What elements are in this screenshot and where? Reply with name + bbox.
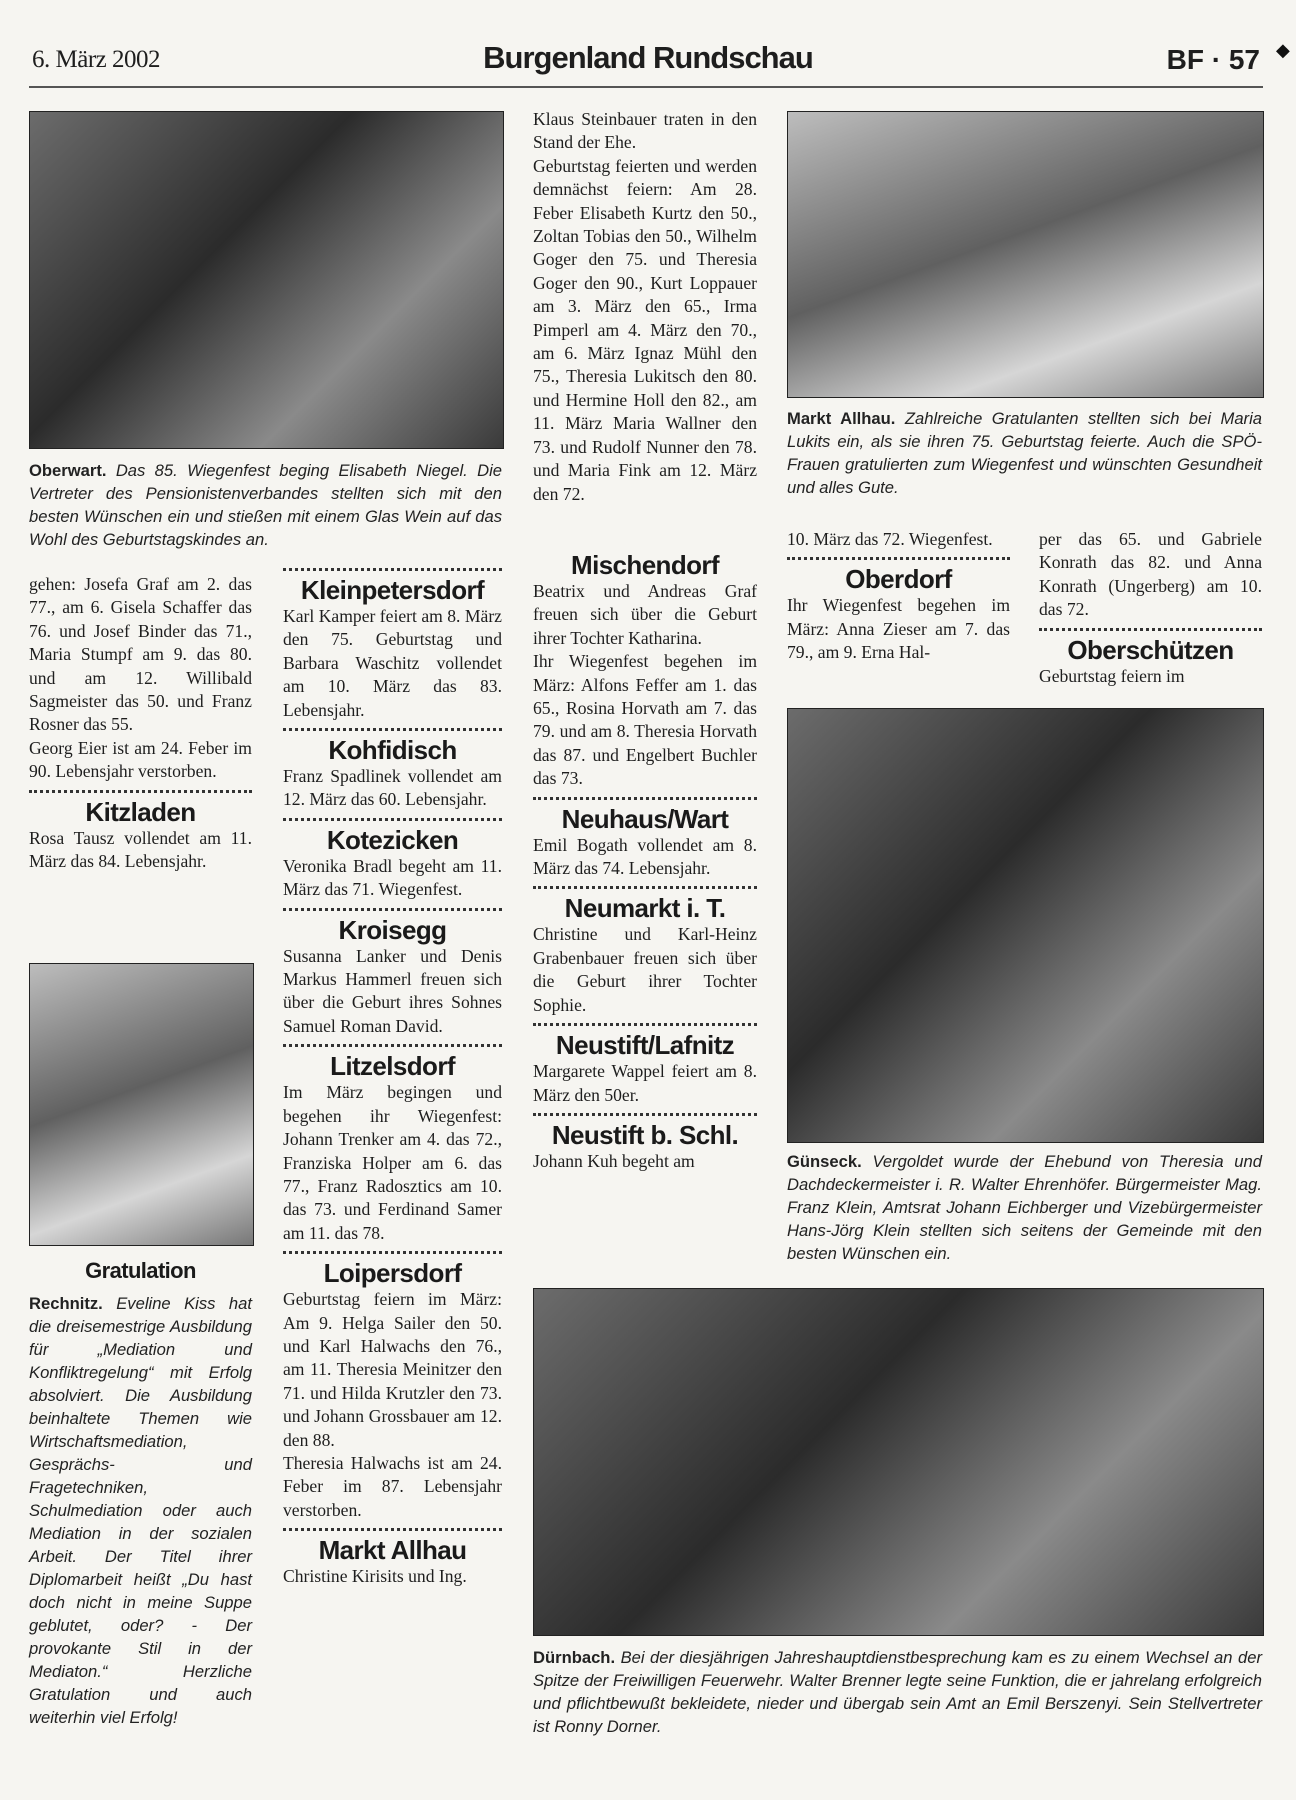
- newspaper-title: Burgenland Rundschau: [483, 40, 813, 75]
- article-neustift-lafnitz: [533, 1023, 757, 1107]
- article-paragraph: Susanna Lanker und Denis Markus Hammerl freuen sich über die Geburt ihres Sohnes Samuel Roman David.: [283, 945, 502, 1036]
- article-continuation: [533, 108, 757, 506]
- dotted-separator: [283, 568, 502, 571]
- caption-place: Rechnitz.: [29, 1294, 103, 1313]
- photo-gratulation: [29, 963, 254, 1246]
- dotted-separator: [283, 1044, 502, 1047]
- header-rule: [29, 86, 1263, 88]
- dotted-separator: [533, 1113, 757, 1116]
- article-paragraph: Veronika Bradl begeht am 11. März das 71. Wiegenfest.: [283, 855, 502, 900]
- article-litzelsdorf: [283, 1044, 502, 1245]
- caption-place: Oberwart.: [29, 461, 107, 480]
- gratulation-box: [29, 1256, 252, 1729]
- dotted-separator: [533, 886, 757, 889]
- article-heading: Loipersdorf: [323, 1258, 462, 1289]
- article-paragraph: Geburtstag feierten und werden demnächst feiern: Am 28. Feber Elisabeth Kurtz den 50., Zoltan Tobias den 50., Wilhelm Goger den 75. und Theresia Goger den 90., Kurt Loppauer am 3. März den 65., Irma Pimperl am 4. März den 70., am 6. März Ignaz Mühl den 75., Theresia Lukitsch den 80. und Hermine Holl den 82., am 11. März Maria Wallner den 73. und Rudolf Nunner den 78. und Maria Fink am 12. März den 72.: [533, 155, 757, 504]
- caption-guenseck: [787, 1150, 1262, 1265]
- article-kroisegg: [283, 908, 502, 1039]
- article-heading: Oberschützen: [1067, 634, 1234, 665]
- caption-markt-allhau: [787, 407, 1262, 499]
- article-heading: Kotezicken: [326, 824, 459, 855]
- issue-date: 6. März 2002: [32, 46, 160, 73]
- scan-mark: ◆: [1276, 40, 1290, 60]
- article-paragraph: Georg Eier ist am 24. Feber im 90. Lebensjahr verstorben.: [29, 737, 252, 782]
- caption-text: Zahlreiche Gratulanten stellten sich bei Maria Lukits ein, als sie ihren 75. Geburtstag feierte. Auch die SPÖ-Frauen gratulierten zum Wiegenfest und wünschten Gesundheit und alles Gute.: [787, 409, 1263, 497]
- article-paragraph: Geburtstag feiern im: [1039, 665, 1185, 686]
- dotted-separator: [283, 908, 502, 911]
- column-2: [283, 562, 502, 1589]
- dotted-separator: [283, 818, 502, 821]
- caption-duernbach: [533, 1646, 1262, 1738]
- dotted-separator: [283, 1251, 502, 1254]
- column-1: [29, 573, 252, 873]
- article-heading: Kleinpetersdorf: [300, 575, 485, 605]
- article-heading: Neuhaus/Wart: [561, 803, 729, 834]
- article-mischendorf: [533, 550, 757, 791]
- article-heading: Kroisegg: [338, 914, 447, 945]
- article-paragraph: Ihr Wiegenfest begehen im März: Alfons Feffer am 1. das 65., Rosina Horvath am 7. das 79. und am 8. Theresia Horvath das 87. und Engelbert Buchler das 73.: [533, 651, 757, 789]
- article-obersch-tzen: [1039, 628, 1262, 688]
- article-continuation: [787, 528, 1010, 551]
- article-paragraph: Theresia Halwachs ist am 24. Feber im 87. Lebensjahr verstorben.: [283, 1452, 502, 1520]
- article-paragraph: Geburtstag feiern im März: Am 9. Helga Sailer den 50. und Karl Halwachs den 76., am 11. Theresia Meinitzer den 71. und Hilda Krutzler den 73. und Johann Grossbauer am 12. den 88.: [283, 1289, 502, 1450]
- article-heading: Mischendorf: [571, 550, 719, 580]
- article-heading: Neumarkt i. T.: [564, 893, 726, 924]
- photo-markt-allhau: [787, 111, 1264, 398]
- article-heading: Kitzladen: [85, 796, 196, 827]
- dotted-separator: [283, 728, 502, 731]
- dotted-separator: [1039, 628, 1262, 631]
- article-kotezicken: [283, 818, 502, 902]
- article-heading: Kohfidisch: [328, 735, 457, 766]
- article-heading: Neustift/Lafnitz: [555, 1030, 735, 1061]
- article-neumarkt-i-t: [533, 886, 757, 1017]
- article-paragraph: Beatrix und Andreas Graf freuen sich über die Geburt ihrer Tochter Katharina.: [533, 581, 757, 648]
- photo-oberwart: [29, 111, 504, 449]
- caption-text: Das 85. Wiegenfest beging Elisabeth Niegel. Die Vertreter des Pensionistenverbandes stellten sich mit den besten Wünschen ein und stießen mit einem Glas Wein auf das Wohl des Geburtstagskindes an.: [29, 461, 502, 549]
- caption-text: Bei der diesjährigen Jahreshauptdienstbesprechung kam es zu einem Wechsel an der Spitze der Freiwilligen Feuerwehr. Walter Brenner legte seine Funktion, die er jahrelang erfolgreich und pflichtbewußt bekleidete, nieder und übergab sein Amt an Emil Berszenyi. Sein Stellvertreter ist Ronny Dorner.: [533, 1648, 1262, 1736]
- article-continuation: [1039, 528, 1262, 622]
- column-3-top: [533, 108, 757, 506]
- caption-text: Vergoldet wurde der Ehebund von Theresia und Dachdeckermeister i. R. Walter Ehrenhöfer. Bürgermeister Mag. Franz Klein, Amtsrat Johann Eichberger und Vizebürgermeister Hans-Jörg Klein stellten sich seitens der Gemeinde mit den besten Wünschen ein.: [787, 1152, 1262, 1263]
- dotted-separator: [29, 790, 252, 793]
- article-paragraph: 10. März das 72. Wiegenfest.: [787, 529, 993, 549]
- article-paragraph: Franz Spadlinek vollendet am 12. März das 60. Lebensjahr.: [283, 766, 502, 810]
- article-neuhaus-wart: [533, 797, 757, 881]
- article-neustift-b-schl: [533, 1113, 757, 1173]
- article-kitzladen: [29, 790, 252, 874]
- article-paragraph: Christine und Karl-Heinz Grabenbauer freuen sich über die Geburt ihrer Tochter Sophie.: [533, 924, 757, 1015]
- dotted-separator: [283, 1528, 502, 1531]
- caption-place: Günseck.: [787, 1152, 862, 1171]
- article-kleinpetersdorf: [283, 568, 502, 722]
- column-5: [1039, 528, 1262, 688]
- caption-text: Eveline Kiss hat die dreisemestrige Ausbildung für „Mediation und Konfliktregelung“ mit Erfolg absolviert. Die Ausbildung beinhaltete Themen wie Wirtschaftsmediation, Gesprächs- und Fragetechniken, Schulmediation oder auch Mediation in der sozialen Arbeit. Der Titel ihrer Diplomarbeit heißt „Du hast doch nicht in meine Suppe geblutet, oder? - Der provokante Stil in der Mediaton.“ Herzliche Gratulation und auch weiterhin viel Erfolg!: [29, 1294, 252, 1727]
- article-paragraph: Johann Kuh begeht am: [533, 1150, 695, 1171]
- caption-place: Markt Allhau.: [787, 409, 896, 428]
- article-paragraph: Emil Bogath vollendet am 8. März das 74. Lebensjahr.: [533, 834, 757, 879]
- page-number: BF · 57: [1166, 44, 1260, 75]
- photo-duernbach: [533, 1288, 1264, 1636]
- photo-guenseck: [787, 708, 1264, 1143]
- article-heading: Oberdorf: [845, 564, 952, 595]
- article-continuation: [29, 573, 252, 784]
- article-paragraph: Ihr Wiegenfest begehen im März: Anna Zieser am 7. das 79., am 9. Erna Hal-: [787, 595, 1010, 663]
- dotted-separator: [533, 1023, 757, 1026]
- article-paragraph: Christine Kirisits und Ing.: [283, 1566, 467, 1587]
- caption-place: Dürnbach.: [533, 1648, 616, 1667]
- article-paragraph: Rosa Tausz vollendet am 11. März das 84. Lebensjahr.: [29, 827, 252, 872]
- dotted-separator: [787, 557, 1010, 560]
- article-heading: Markt Allhau: [318, 1535, 467, 1566]
- article-paragraph: gehen: Josefa Graf am 2. das 77., am 6. Gisela Schaffer das 76. und Josef Binder das 71., Maria Stumpf am 9. das 80. und am 12. Willibald Sagmeister das 50. und Franz Rosner das 55.: [29, 574, 252, 735]
- article-paragraph: Klaus Steinbauer traten in den Stand der Ehe.: [533, 109, 757, 153]
- article-paragraph: Karl Kamper feiert am 8. März den 75. Geburtstag und Barbara Waschitz vollendet am 10. März das 83. Lebensjahr.: [283, 606, 502, 720]
- column-3: [533, 550, 757, 1173]
- dotted-separator: [533, 797, 757, 800]
- caption-oberwart: [29, 459, 502, 551]
- article-loipersdorf: [283, 1251, 502, 1522]
- article-paragraph: per das 65. und Gabriele Konrath das 82. und Anna Konrath (Ungerberg) am 10. das 72.: [1039, 529, 1262, 620]
- article-kohfidisch: [283, 728, 502, 812]
- article-heading: Litzelsdorf: [330, 1051, 455, 1082]
- article-markt-allhau: [283, 1528, 502, 1588]
- article-paragraph: Margarete Wappel feiert am 8. März den 50er.: [533, 1061, 757, 1105]
- article-oberdorf: [787, 557, 1010, 664]
- article-heading: Neustift b. Schl.: [551, 1119, 739, 1150]
- caption-gratulation: [29, 1292, 252, 1729]
- gratulation-heading: Gratulation: [85, 1258, 196, 1283]
- column-4: [787, 528, 1010, 665]
- article-paragraph: Im März begingen und begehen ihr Wiegenfest: Johann Trenker am 4. das 72., Franziska Holper am 6. das 77., Franz Radosztics am 10. das 73. und Ferdinand Samer am 11. das 78.: [283, 1082, 502, 1243]
